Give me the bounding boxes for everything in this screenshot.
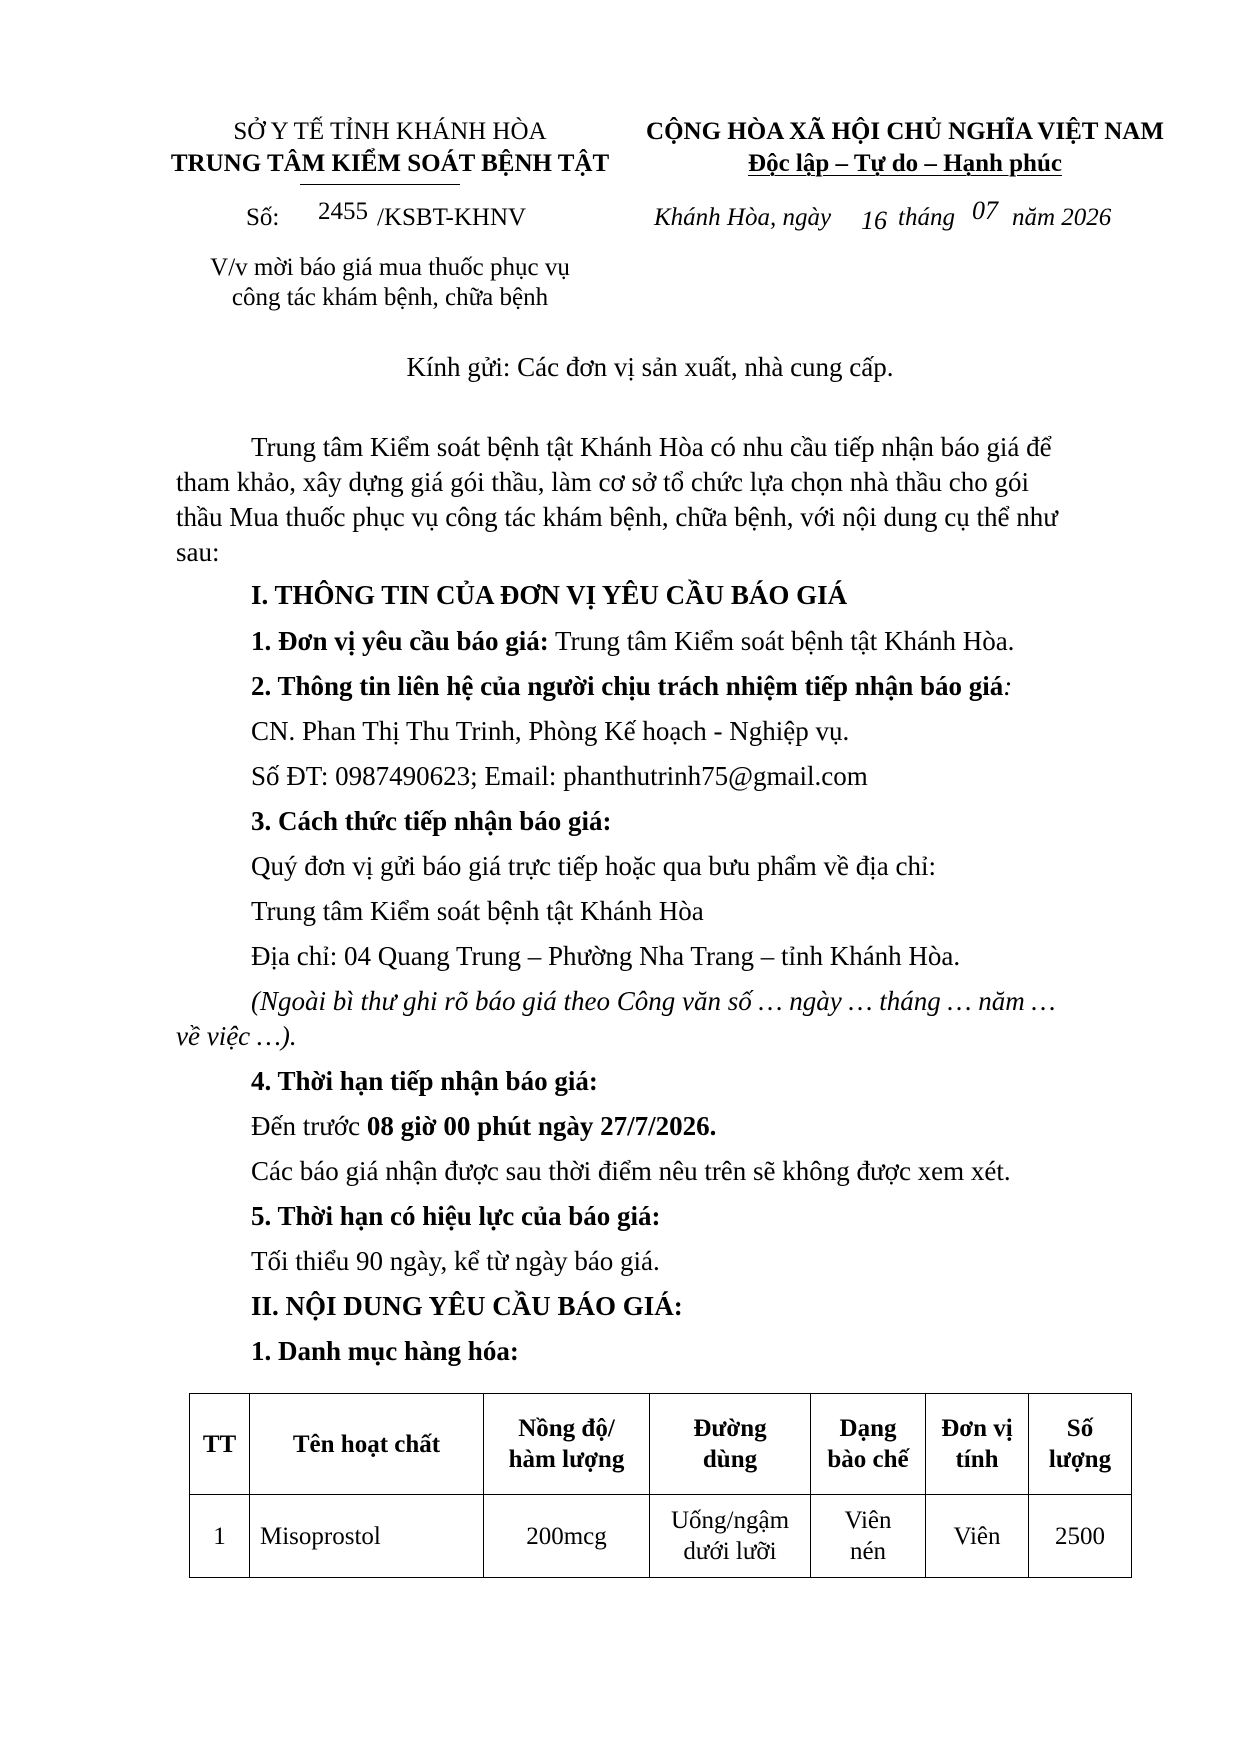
- item-3-label: 3. Cách thức tiếp nhận báo giá:: [251, 806, 612, 836]
- section-2-title: II. NỘI DUNG YÊU CẦU BÁO GIÁ:: [251, 1291, 683, 1321]
- table-header-row: [190, 1394, 1132, 1495]
- date-month: 07: [972, 196, 998, 225]
- item-4-deadline-line: [251, 1111, 716, 1142]
- header-form: [811, 1394, 926, 1495]
- item-3-line-1: Quý đơn vị gửi báo giá trực tiếp hoặc qua bưu phẩm về địa chỉ:: [251, 851, 937, 881]
- salutation: Kính gửi: Các đơn vị sản xuất, nhà cung cấp.: [406, 352, 894, 382]
- header-unit-line-1: Đơn vị: [941, 1415, 1013, 1442]
- cell-concentration: 200mcg: [484, 1495, 650, 1578]
- cell-route-line-2: dưới lưỡi: [683, 1538, 777, 1565]
- header-concentration: [484, 1394, 650, 1495]
- header-route: [650, 1394, 811, 1495]
- item-3-note-2: về việc …).: [176, 1021, 297, 1051]
- item-3-note-1: (Ngoài bì thư ghi rõ báo giá theo Công văn số … ngày … tháng … năm …: [251, 986, 1056, 1016]
- cell-unit: Viên: [926, 1495, 1029, 1578]
- cell-route: [650, 1495, 811, 1578]
- intro-line-3: thầu Mua thuốc phục vụ công tác khám bệnh, chữa bệnh, với nội dung cụ thể như: [176, 502, 1058, 532]
- country-name: CỘNG HÒA XÃ HỘI CHỦ NGHĨA VIỆT NAM: [646, 118, 1164, 145]
- header-unit: [926, 1394, 1029, 1495]
- header-name-text: Tên hoạt chất: [292, 1430, 441, 1458]
- header-unit-line-2: tính: [955, 1446, 999, 1473]
- intro-line-4: sau:: [176, 537, 220, 567]
- section-2-item-1-label: 1. Danh mục hàng hóa:: [251, 1336, 519, 1366]
- date-prefix: Khánh Hòa, ngày: [654, 204, 832, 231]
- date-year: năm 2026: [1012, 204, 1112, 231]
- date-day: 16: [861, 206, 887, 235]
- header-qty-line-2: lượng: [1048, 1446, 1112, 1473]
- cell-quantity: 2500: [1029, 1495, 1132, 1578]
- cell-tt: 1: [190, 1495, 250, 1578]
- header-conc-line-1: Nồng độ/: [518, 1415, 615, 1442]
- document-number-value: 2455: [318, 198, 368, 225]
- department-name: SỞ Y TẾ TỈNH KHÁNH HÒA: [233, 118, 547, 145]
- header-route-line-1: Đường: [693, 1415, 767, 1442]
- item-4-note: Các báo giá nhận được sau thời điểm nêu trên sẽ không được xem xét.: [251, 1156, 1011, 1186]
- contact-phone-email: Số ĐT: 0987490623; Email: phanthutrinh75@gmail.com: [251, 761, 868, 791]
- cell-name: Misoprostol: [250, 1495, 484, 1578]
- document-number-label: Số:: [246, 204, 280, 231]
- header-form-line-1: Dạng: [839, 1415, 897, 1442]
- item-2-line: [251, 671, 1012, 702]
- item-1-line: [251, 626, 1014, 657]
- item-4-label: 4. Thời hạn tiếp nhận báo giá:: [251, 1066, 598, 1096]
- date-month-label: tháng: [898, 204, 955, 231]
- header-conc-line-2: hàm lượng: [508, 1446, 625, 1473]
- item-3-address: Địa chỉ: 04 Quang Trung – Phường Nha Trang – tỉnh Khánh Hòa.: [251, 941, 961, 971]
- section-1-title: I. THÔNG TIN CỦA ĐƠN VỊ YÊU CẦU BÁO GIÁ: [251, 580, 848, 610]
- item-5-value: Tối thiểu 90 ngày, kể từ ngày báo giá.: [251, 1246, 660, 1276]
- item-5-label: 5. Thời hạn có hiệu lực của báo giá:: [251, 1201, 661, 1231]
- center-name-underline: [300, 184, 460, 185]
- header-tt-text: TT: [202, 1430, 237, 1458]
- item-4-deadline: 08 giờ 00 phút ngày 27/7/2026.: [366, 1111, 717, 1141]
- intro-line-2: tham khảo, xây dựng giá gói thầu, làm cơ sở tổ chức lựa chọn nhà thầu cho gói: [176, 467, 1030, 497]
- table-row: [190, 1495, 1132, 1578]
- header-route-line-2: dùng: [702, 1446, 758, 1473]
- header-form-line-2: bào chế: [827, 1446, 909, 1473]
- subject-line-2: công tác khám bệnh, chữa bệnh: [231, 284, 549, 311]
- item-4-prefix: Đến trước: [251, 1111, 367, 1141]
- subject-line-1: V/v mời báo giá mua thuốc phục vụ: [210, 254, 570, 281]
- goods-table: [189, 1393, 1132, 1578]
- header-qty-line-1: Số: [1066, 1415, 1094, 1442]
- contact-person: CN. Phan Thị Thu Trinh, Phòng Kế hoạch - Nghiệp vụ.: [251, 716, 850, 746]
- item-1-label: 1. Đơn vị yêu cầu báo giá:: [251, 626, 549, 656]
- cell-route-line-1: Uống/ngậm: [670, 1507, 790, 1534]
- header-name: [250, 1394, 484, 1495]
- item-2-colon: :: [1003, 671, 1013, 701]
- header-quantity: [1029, 1394, 1132, 1495]
- item-2-label: 2. Thông tin liên hệ của người chịu trách nhiệm tiếp nhận báo giá: [251, 671, 1004, 701]
- document-number-suffix: /KSBT-KHNV: [377, 204, 527, 231]
- header-tt: [190, 1394, 250, 1495]
- national-motto: Độc lập – Tự do – Hạnh phúc: [748, 150, 1062, 177]
- item-3-line-2: Trung tâm Kiểm soát bệnh tật Khánh Hòa: [251, 896, 704, 926]
- cell-form-line-1: Viên: [844, 1507, 892, 1534]
- cell-form-line-2: nén: [849, 1538, 887, 1565]
- center-name: TRUNG TÂM KIỂM SOÁT BỆNH TẬT: [170, 150, 610, 177]
- item-1-value: Trung tâm Kiểm soát bệnh tật Khánh Hòa.: [548, 626, 1015, 656]
- cell-form: [811, 1495, 926, 1578]
- intro-line-1: Trung tâm Kiểm soát bệnh tật Khánh Hòa có nhu cầu tiếp nhận báo giá để: [251, 432, 1052, 462]
